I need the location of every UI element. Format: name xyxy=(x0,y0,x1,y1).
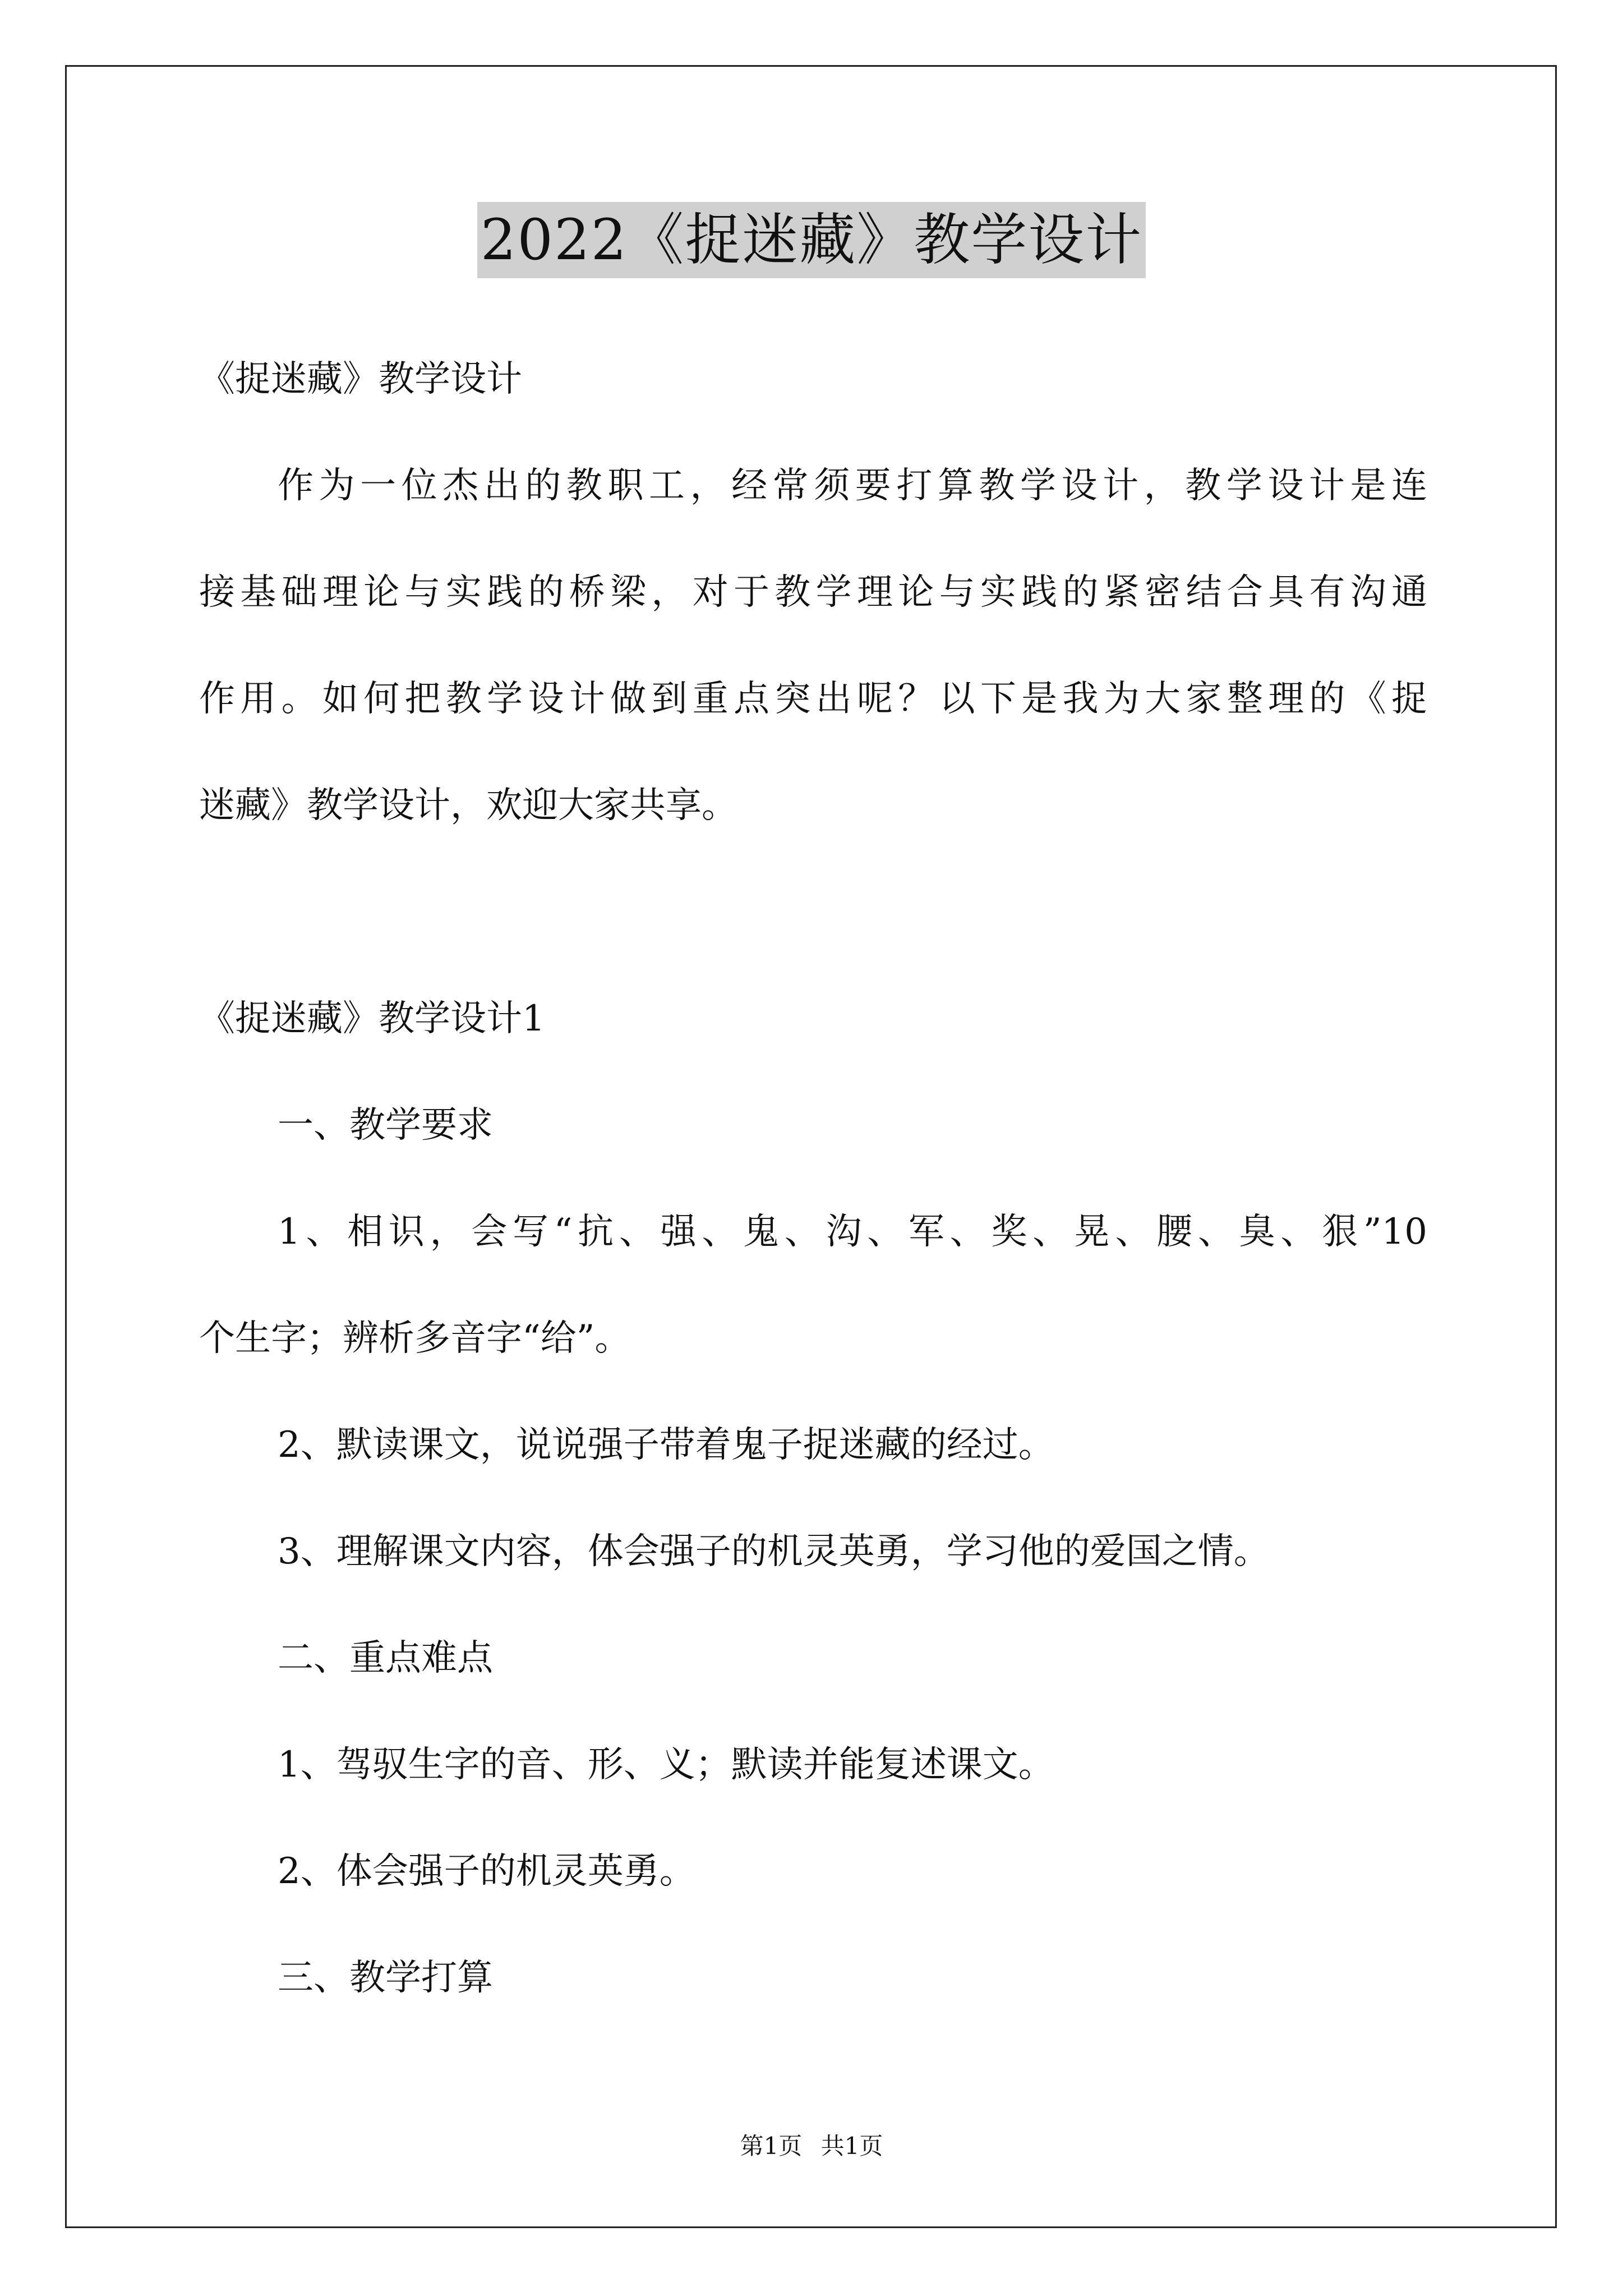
subsection-heading: 二、重点难点 xyxy=(278,1637,493,1679)
list-item: 2、体会强子的机灵英勇。 xyxy=(278,1851,695,1892)
subsection-heading: 三、教学打算 xyxy=(278,1957,493,1999)
paragraph-line: 接基础理论与实践的桥梁，对于教学理论与实践的紧密结合具有沟通 xyxy=(199,572,1427,613)
page-total: 共1页 xyxy=(820,2132,883,2160)
title-wrap xyxy=(0,202,1623,278)
paragraph-line: 个生字；辨析多音字“给”。 xyxy=(199,1318,631,1359)
document-title: 2022《捉迷藏》教学设计 xyxy=(477,202,1146,278)
list-item: 1、驾驭生字的音、形、义；默读并能复述课文。 xyxy=(278,1744,1054,1786)
list-item: 3、理解课文内容，体会强子的机灵英勇，学习他的爱国之情。 xyxy=(278,1531,1270,1572)
paragraph-line: 1、相识，会写“抗、强、鬼、沟、军、奖、晃、腰、臭、狠”10 xyxy=(278,1211,1427,1253)
subsection-heading: 一、教学要求 xyxy=(278,1105,493,1146)
paragraph-line: 作为一位杰出的教职工，经常须要打算教学设计，教学设计是连 xyxy=(278,465,1427,507)
paragraph-line: 作用。如何把教学设计做到重点突出呢？以下是我为大家整理的《捉 xyxy=(199,678,1427,720)
section-heading: 《捉迷藏》教学设计1 xyxy=(199,998,545,1039)
doc-subtitle: 《捉迷藏》教学设计 xyxy=(199,358,522,400)
list-item: 2、默读课文，说说强子带着鬼子捉迷藏的经过。 xyxy=(278,1424,1054,1466)
page-number: 第1页 xyxy=(740,2132,803,2160)
paragraph-line: 迷藏》教学设计，欢迎大家共享。 xyxy=(199,785,737,826)
page-footer xyxy=(0,2131,1623,2162)
